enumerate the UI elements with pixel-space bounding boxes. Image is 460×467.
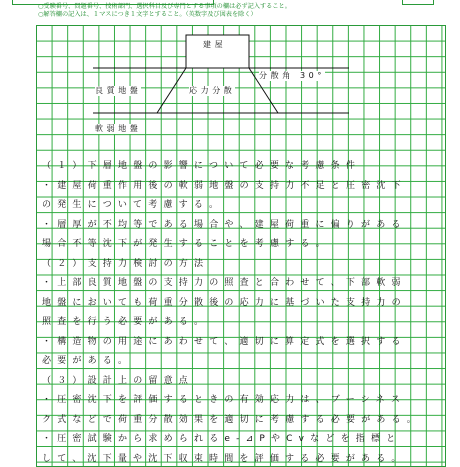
answer-sheet: [36, 25, 446, 467]
note-line: ○解答欄の記入は、１マスにつき１文字とすること。（英数字及び図表を除く）: [38, 11, 257, 18]
soft-ground-label: 軟弱地盤: [95, 124, 142, 133]
answer-line: 場合不等沈下が発生することを考慮する。: [42, 239, 331, 249]
foundation-diagram: [37, 26, 445, 164]
answer-line: して、沈下量や沈下収束時間を評価する必要がある。: [42, 454, 407, 464]
angle-label: 分散角 30°: [259, 71, 325, 80]
answer-line: の発生について考慮する。: [42, 200, 225, 210]
building-label: 建屋: [203, 40, 227, 49]
answer-line: ・圧密沈下を評価するときの有効応力は、ブーシネス: [42, 395, 407, 405]
header-tab-right: [402, 0, 434, 5]
note-line: ○受験番号、問題番号、技術部門、選択科目及び専門とする事項の欄は必ず記入すること。: [38, 3, 291, 10]
good-ground-label: 良質地盤: [95, 86, 142, 95]
answer-line: ・構造物の用途にあわせて、適切に算定式を選択する: [42, 337, 407, 347]
answer-line: ・圧密試験から求められるe-⊿PやCvなどを指標と: [42, 434, 402, 444]
left-dispersion-line: [157, 68, 186, 113]
answer-line: ・建屋荷重作用後の軟弱地盤の支持力不足と圧密沈下: [42, 181, 407, 191]
answer-line: （２）支持力検討の方法: [42, 259, 210, 269]
answer-line: ク式などで荷重分散効果を適切に考慮する必要がある。: [42, 415, 423, 425]
answer-line: 必要がある。: [42, 356, 134, 366]
answer-line: 照査を行う必要がある。: [42, 317, 210, 327]
answer-line: （１）下層地盤の影響について必要な考慮条件: [42, 161, 362, 171]
answer-line: ・層厚が不均等である場合や、建屋荷重に偏りがある: [42, 220, 407, 230]
answer-line: （３）設計上の留意点: [42, 376, 195, 386]
answer-line: ・上部良質地盤の支持力の照査と合わせて、下部軟弱: [42, 278, 407, 288]
stress-label: 応力分散: [189, 86, 236, 95]
header-notes: [38, 3, 291, 19]
answer-line: 地盤においても荷重分散後の応力に基づいた支持力の: [42, 298, 407, 308]
